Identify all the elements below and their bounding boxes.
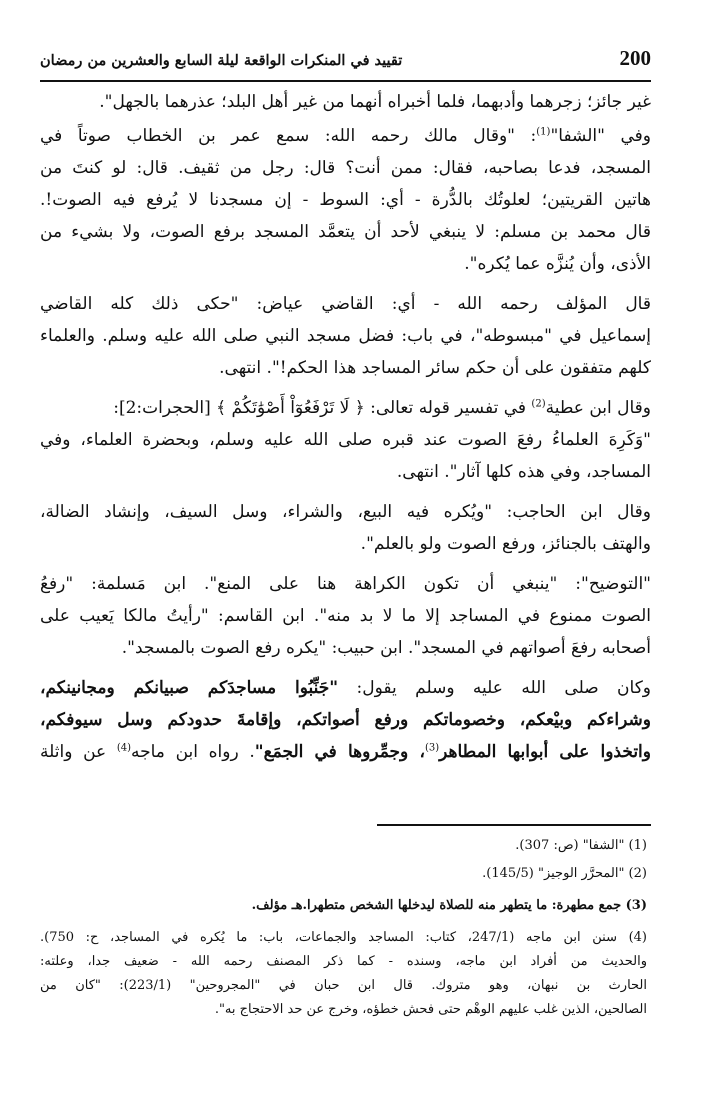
text-line: وكان صلى الله عليه وسلم يقول: "جَنِّبُوا مساجدَكم صبيانكم ومجانينكم، — [40, 678, 652, 698]
text-line: إسماعيل في "مبسوطه"، في باب: فضل مسجد النبي صلى الله عليه وسلم. والعلماء — [40, 326, 651, 346]
page-header — [40, 44, 651, 82]
text-line: والهتف بالجنائز، ورفع الصوت ولو بالعلم". — [360, 534, 651, 554]
footnote-marker: (3) — [424, 742, 440, 754]
text-line: قال محمد بن مسلم: لا ينبغي لأحد أن يتعمَّد المسجد برفع الصوت، ولا بشيء من — [40, 222, 651, 242]
footnote: (1) "الشفا" (ص: 307). — [515, 838, 647, 853]
text-line: هاتين القريتين؛ لعلوتُك بالدُّرة - أي: السوط - إن مسجدنا لا يُرفع فيه الصوت!. — [40, 190, 651, 210]
running-title: تقييد في المنكرات الواقعة ليلة السابع والعشرين من رمضان — [40, 52, 403, 69]
text-line: وقال ابن عطية$^{(2)}$ في تفسير قوله تعالى: ﴿ لَا تَرْفَعُوٓاْ أَصْوَٰتَكُمْ ﴾ [الحجرات:2]: — [113, 398, 651, 418]
footnote: الحارث بن نبهان، وهو متروك. قال ابن حبان في "المجروحين" (223/1): "كان من — [40, 978, 647, 993]
page-number: 200 — [619, 46, 651, 70]
text-line: الصوت ممنوع في المساجد إلا ما لا بد منه". ابن القاسم: "رأيتُ مالكا يَعيب على — [40, 606, 651, 626]
footnote: (2) "المحرَّر الوجيز" (145/5). — [482, 866, 647, 881]
text-line: وقال ابن الحاجب: "ويُكره فيه البيع، والشراء، وسل السيف، وإنشاد الضالة، — [40, 502, 651, 522]
footnote-separator — [377, 824, 651, 826]
text-line: المساجد، وفي هذه كلها آثار". انتهى. — [396, 462, 651, 482]
text-line: المسجد، فدعا بصاحبه، فقال: ممن أنت؟ قال: رجل من ثقيف. قال: لو كنتَ من — [40, 158, 651, 178]
text-line: قال المؤلف رحمه الله - أي: القاضي عياض: "حكى ذلك كله القاضي — [40, 294, 651, 314]
footnote-marker: (1) — [536, 126, 551, 138]
text-line: "وَكَرِهَ العلماءُ رفعَ الصوت عند قبره صلى الله عليه وسلم، وبحضرة العلماء، وفي — [40, 430, 651, 450]
footnote-marker: (4) — [116, 742, 131, 754]
footnote-marker: (2) — [531, 398, 546, 410]
text-line: وفي "الشفا"$^{(1)}$: "وقال مالك رحمه الله: سمع عمر بن الخطاب صوتاً في — [40, 126, 651, 146]
text-line: واتخذوا على أبوابها المطاهر$^{(3)}$، وجمِّروها في الجمَع". رواه ابن ماجه$^{(4)}$ عن واثلة — [40, 742, 651, 762]
text-line: كلهم متفقون على أن حكم سائر المساجد هذا الحكم!". انتهى. — [219, 358, 651, 378]
footnote: والحديث من أفراد ابن ماجه، وسنده - كما ذكر المصنف رحمه الله - ضعيف جدا، وعلته: — [40, 954, 647, 969]
text-line: أصحابه رفعَ أصواتهم في المسجد". ابن حبيب: "يكره رفع الصوت بالمسجد". — [121, 638, 651, 658]
hadith-text: وشراءكم وبيْعكم، وخصوماتكم ورفع أصواتكم، وإقامةَ حدودكم وسل سيوفكم، — [40, 710, 651, 730]
text-line: "التوضيح": "ينبغي أن تكون الكراهة هنا على المنع". ابن مَسلمة: "رفعُ — [40, 574, 651, 594]
footnote: (3) جمع مطهرة: ما يتطهر منه للصلاة ليدخلها الشخص متطهرا.هـ مؤلف. — [251, 898, 647, 913]
hadith-text: "جَنِّبُوا مساجدَكم صبيانكم ومجانينكم، — [40, 678, 339, 698]
footnote: الصالحين، الذين غلب عليهم الوهْم حتى فحش خطؤه، وخرج عن حد الاحتجاج به". — [214, 1002, 647, 1017]
text-line: غير جائز؛ زجرهما وأدبهما، فلما أخبراه أنهما من غير أهل البلد؛ عذرهما بالجهل". — [99, 92, 651, 112]
footnote: (4) سنن ابن ماجه (247/1، كتاب: المساجد والجماعات، باب: ما يُكره في المساجد، ح: 750). — [40, 930, 647, 945]
text-line: الأذى، وأن يُنزَّه عما يُكره". — [464, 254, 651, 274]
